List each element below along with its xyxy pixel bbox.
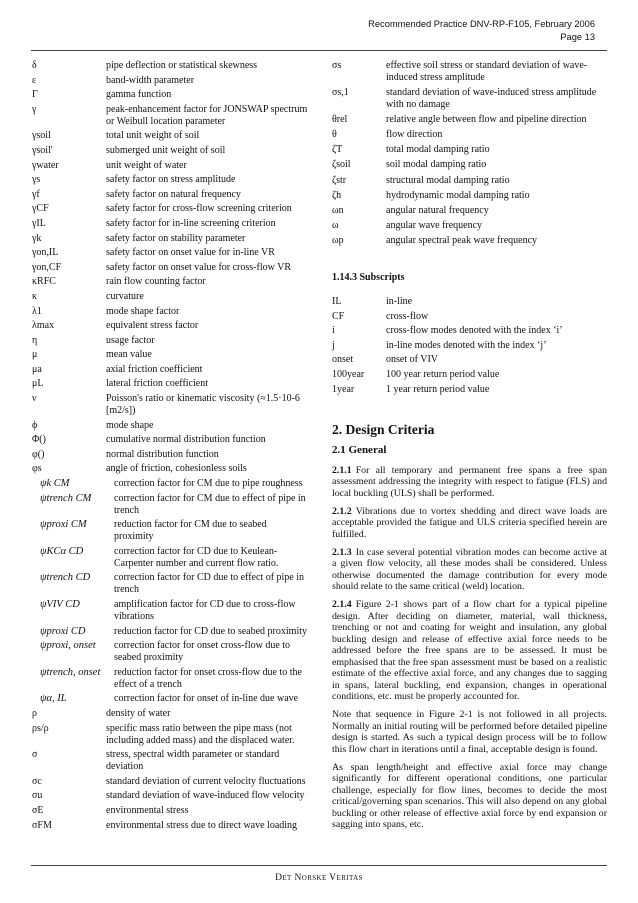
symbol: σs: [332, 60, 342, 71]
symbol-description: in-line: [386, 295, 413, 307]
symbol-row: [332, 354, 607, 366]
symbol: onset: [332, 354, 354, 366]
symbol-row: [32, 572, 308, 596]
symbol-row: [32, 130, 308, 142]
symbol-row: [32, 790, 308, 802]
symbol-description: mode shape: [106, 419, 154, 431]
symbol-row: [32, 104, 308, 128]
symbol: γk: [32, 232, 42, 244]
symbol-row: [32, 174, 308, 186]
symbol-description: equivalent stress factor: [106, 320, 199, 332]
symbol-row: [32, 667, 308, 691]
symbol-description: angular spectral peak wave frequency: [386, 234, 538, 246]
symbol-description: correction factor for CD due to effect of pipe in trench: [114, 572, 305, 596]
symbol-row: [32, 693, 308, 705]
symbol-description: hydrodynamic modal damping ratio: [386, 189, 530, 201]
paragraph-text: Vibrations due to vortex shedding and direct wave loads are acceptable provided the fatigue and ULS criteria specified herein are fulfilled.: [332, 505, 607, 540]
paragraph-number: 2.1.1: [332, 464, 352, 476]
symbol: ψα, IL: [40, 693, 67, 705]
symbol-description: safety factor for cross-flow screening criterion: [106, 203, 292, 215]
symbol-row: [32, 75, 308, 87]
symbol: φ(): [32, 448, 45, 460]
paragraph-text: Note that sequence in Figure 2-1 is not followed in all projects. Normally an initial routing will be performed before detailed pipeline design is started. As such a typical design process will be to follow this flow chart in iterations until a final, acceptable design is found.: [332, 709, 607, 755]
symbol-row: [32, 320, 308, 332]
symbol-description: safety factor on onset value for in-line VR: [106, 247, 275, 259]
symbol: ψtrench CD: [40, 572, 91, 584]
symbol: ε: [32, 74, 37, 86]
symbol: ζstr: [332, 174, 347, 186]
symbol-row: [32, 640, 308, 664]
symbol-row: [32, 749, 308, 773]
symbol-row: [32, 335, 308, 347]
symbol-row: [32, 145, 308, 157]
symbol-description: specific mass ratio between the pipe mass (not including added mass) and the displaced water.: [106, 722, 295, 746]
symbol-description: reduction factor for onset cross-flow due to the effect of a trench: [114, 666, 302, 690]
symbol-row: [32, 160, 308, 172]
symbol: γwater: [32, 159, 59, 171]
symbol-row: [32, 89, 308, 101]
symbol-description: soil modal damping ratio: [386, 159, 487, 171]
section-title: 2. Design Criteria: [332, 421, 435, 437]
symbol-description: mode shape factor: [106, 305, 180, 317]
symbol-row: [32, 189, 308, 201]
symbol: ρs/ρ: [32, 722, 49, 734]
paragraph-number: 2.1.4: [332, 599, 352, 610]
symbol-description: band-width parameter: [106, 74, 195, 86]
symbol-description: submerged unit weight of soil: [106, 144, 226, 156]
symbol: ρ: [32, 707, 37, 719]
symbol-row: [32, 60, 308, 72]
symbol: κRFC: [32, 276, 56, 288]
symbol-row: [32, 262, 308, 274]
symbol-description: rain flow counting factor: [106, 276, 206, 288]
body-paragraph: [332, 599, 607, 703]
symbol: ζh: [332, 189, 342, 201]
symbol-description: environmental stress due to direct wave loading: [106, 819, 298, 831]
symbol: σc: [32, 775, 42, 787]
symbol: μa: [32, 363, 42, 375]
symbol: θ: [332, 129, 337, 141]
symbol-description: normal distribution function: [106, 448, 219, 460]
symbol-row: [32, 203, 308, 215]
page-footer: Det Norske Veritas: [275, 873, 363, 883]
symbol-row: [332, 129, 607, 141]
symbol-row: [32, 420, 308, 432]
symbol-description: safety factor on natural frequency: [106, 188, 241, 200]
symbol-description: Poisson's ratio or kinematic viscosity (≈1.5·10-6 [m2/s]): [106, 393, 300, 417]
symbol-row: [32, 276, 308, 288]
symbol-description: lateral friction coefficient: [106, 378, 208, 390]
paragraph-number: 2.1.2: [332, 505, 352, 517]
symbol-row: [332, 296, 607, 308]
symbol: ψtrench, onset: [40, 666, 101, 678]
subsection-title: 2.1 General: [332, 443, 387, 456]
symbol: 1year: [332, 383, 355, 395]
symbol: σFM: [32, 819, 52, 831]
symbol-description: effective soil stress or standard deviation of wave-induced stress amplitude: [386, 60, 588, 83]
body-paragraph: [332, 465, 607, 500]
symbol: φs: [32, 463, 42, 475]
symbol: Γ: [32, 89, 38, 101]
symbol: ψk CM: [40, 478, 70, 490]
symbol-row: [32, 708, 308, 720]
symbol-description: angular wave frequency: [386, 219, 483, 231]
symbol-description: correction factor for onset of in-line due wave: [114, 693, 299, 705]
symbol-description: relative angle between flow and pipeline direction: [386, 114, 587, 126]
symbol-description: unit weight of water: [106, 159, 187, 171]
symbol-row: [32, 449, 308, 461]
symbol: i: [332, 325, 335, 337]
symbol-row: [32, 805, 308, 817]
symbol: γIL: [32, 217, 46, 229]
symbol-row: [32, 546, 308, 570]
symbol: ω: [332, 219, 339, 231]
paragraphs: [332, 465, 607, 831]
symbol-description: structural modal damping ratio: [386, 174, 510, 186]
symbol: ψVIV CD: [40, 599, 80, 610]
symbol-row: [32, 776, 308, 788]
paragraph-text: For all temporary and permanent free spans a free span assessment addressing the integrity with respect to fatigue (FLS) and local buckling (ULS) shall be performed.: [332, 464, 607, 499]
symbol: κ: [32, 290, 38, 302]
symbol: ψtrench CM: [40, 492, 92, 504]
symbol-description: safety factor on stability parameter: [106, 232, 246, 244]
symbol: γs: [32, 174, 41, 186]
symbol-description: curvature: [106, 290, 144, 302]
symbol-description: peak-enhancement factor for JONSWAP spectrum or Weibull location parameter: [106, 103, 308, 127]
symbol-row: [32, 306, 308, 318]
symbol-description: total modal damping ratio: [386, 144, 490, 156]
symbol: γ: [32, 103, 37, 115]
symbol: ψKCα CD: [40, 545, 84, 557]
symbol-row: [332, 384, 607, 396]
symbol: ωn: [332, 204, 344, 216]
symbol-description: gamma function: [106, 89, 172, 101]
symbol-description: safety factor on onset value for cross-flow VR: [106, 261, 292, 273]
symbol-row: [32, 218, 308, 230]
paragraph-number: 2.1.3: [332, 546, 352, 558]
paragraph-text: In case several potential vibration modes can become active at a given flow velocity, all these modes shall be considered. Unless otherwise documented the damage contribution for every mode should relate to the same critical (weld) location.: [332, 546, 607, 592]
symbol-description: flow direction: [386, 129, 443, 141]
symbol: η: [32, 334, 38, 346]
symbol-row: [332, 159, 607, 171]
symbol-description: mean value: [106, 349, 152, 361]
symbol: γsoil: [32, 130, 51, 142]
symbol: σu: [32, 790, 43, 802]
symbol-description: axial friction coefficient: [106, 363, 203, 375]
symbol-description: cross-flow: [386, 310, 429, 322]
symbol-description: angular natural frequency: [386, 204, 489, 216]
symbol-row: [32, 519, 308, 543]
symbol-row: [332, 60, 607, 84]
symbol-row: [32, 393, 308, 417]
symbol-row: [32, 349, 308, 361]
paragraph-text: Figure 2-1 shows part of a flow chart for a typical pipeline design. After deciding on diameter, material, wall thickness, trenching or not and coating for weight and insulation, any global buckling design and release of effective axial force needs to be addressed before the free spans are to be assessed. It must be emphasised that the free span assessment must be based on a realistic estimate of the effective axial force, and any changes due to sagging in spans, lateral buckling, end expansion, changes in operational conditions, etc. must be properly accounted for.: [332, 599, 607, 702]
symbol: ν: [32, 393, 37, 405]
symbol-row: [332, 205, 607, 217]
symbol-description: correction factor for CM due to effect of pipe in trench: [114, 492, 306, 516]
symbol-description: correction factor for CM due to pipe roughness: [114, 478, 303, 490]
symbol-description: safety factor for in-line screening criterion: [106, 217, 276, 229]
page-header: [368, 18, 595, 44]
symbol-row: [32, 364, 308, 376]
symbol-row: [332, 87, 607, 111]
symbol-row: [32, 291, 308, 303]
symbol-description: environmental stress: [106, 804, 189, 816]
symbol-row: [32, 434, 308, 446]
body-paragraph: [332, 547, 607, 593]
body-paragraph: [332, 709, 607, 755]
symbol-row: [332, 311, 607, 323]
symbol: γon,CF: [32, 261, 62, 273]
symbol-row: [332, 144, 607, 156]
symbol-row: [32, 247, 308, 259]
symbol-description: density of water: [106, 707, 171, 719]
symbol: σE: [32, 804, 44, 816]
symbol: θrel: [332, 114, 348, 126]
symbol-description: onset of VIV: [386, 354, 439, 366]
symbol-description: correction factor for CD due to Keulean-Carpenter number and current flow ratio.: [114, 545, 279, 569]
symbol: γon,IL: [32, 247, 59, 259]
paragraph-text: As span length/height and effective axial force may change significantly for different operational conditions, one particular challenge, especially for flow lines, becomes to decide the most critical/governing span scenarios. This will also depend on any global buckling or other release of effective axial force by end expansion or sagging into spans, etc.: [332, 761, 607, 830]
symbol: ψproxi, onset: [40, 640, 96, 652]
symbol-description: standard deviation of wave-induced flow velocity: [106, 790, 305, 802]
symbol: μ: [32, 349, 38, 361]
symbol-description: total unit weight of soil: [106, 130, 200, 142]
symbol: γf: [32, 188, 40, 200]
symbol-description: stress, spectral width parameter or standard deviation: [106, 749, 280, 773]
right-symbol-list: [332, 60, 607, 247]
symbol-row: [332, 175, 607, 187]
symbol-description: cross-flow modes denoted with the index ‘i’: [386, 325, 563, 337]
symbol-row: [32, 626, 308, 638]
symbol-description: reduction factor for CM due to seabed proximity: [114, 519, 267, 543]
symbol-row: [32, 820, 308, 832]
symbol: λmax: [32, 320, 55, 332]
symbol-description: usage factor: [106, 334, 155, 346]
symbol-row: [32, 463, 308, 475]
header-page-number: Page 13: [560, 32, 595, 42]
symbol: ϕ: [32, 419, 38, 431]
symbol-row: [332, 114, 607, 126]
symbol: μL: [32, 378, 44, 390]
symbol: σ: [32, 749, 38, 761]
symbol-description: safety factor on stress amplitude: [106, 174, 236, 186]
symbol-description: standard deviation of current velocity fluctuations: [106, 775, 306, 787]
symbol: γsoil': [32, 144, 53, 156]
symbol: δ: [32, 60, 37, 71]
symbol-row: [332, 325, 607, 337]
symbol: ψproxi CD: [40, 625, 86, 637]
footer-rule: [31, 865, 607, 866]
symbol-row: [32, 233, 308, 245]
subscripts-list: [332, 296, 607, 396]
symbol: ζsoil: [332, 159, 351, 171]
symbol-description: correction factor for onset cross-flow due to seabed proximity: [114, 640, 291, 664]
header-document-title: Recommended Practice DNV-RP-F105, February 2006: [368, 19, 595, 29]
symbol-description: standard deviation of wave-induced stress amplitude with no damage: [386, 87, 597, 111]
symbol-description: angle of friction, cohesionless soils: [106, 463, 247, 475]
symbol: Φ(): [32, 434, 46, 446]
left-column-symbol-list: [32, 60, 308, 834]
symbol-description: pipe deflection or statistical skewness: [106, 60, 258, 71]
symbol-description: reduction factor for CD due to seabed proximity: [114, 625, 307, 637]
subscripts-heading: 1.14.3 Subscripts: [332, 271, 405, 283]
symbol-row: [332, 235, 607, 247]
symbol: CF: [332, 310, 345, 322]
symbol-row: [32, 493, 308, 517]
symbol-row: [332, 190, 607, 202]
symbol-description: in-line modes denoted with the index ‘j’: [386, 339, 547, 351]
symbol-row: [332, 220, 607, 232]
symbol-description: 100 year return period value: [386, 368, 500, 380]
symbol: γCF: [32, 203, 49, 215]
symbol-row: [332, 340, 607, 352]
symbol: λ1: [32, 305, 42, 317]
symbol: IL: [332, 295, 342, 307]
header-rule: [31, 50, 607, 51]
symbol: σs,1: [332, 87, 349, 99]
symbol-row: [332, 369, 607, 381]
symbol: 100year: [332, 368, 365, 380]
symbol: j: [332, 339, 335, 351]
symbol-description: cumulative normal distribution function: [106, 434, 266, 446]
body-paragraph: [332, 762, 607, 831]
symbol: ωp: [332, 234, 344, 246]
body-paragraph: [332, 506, 607, 541]
symbol-description: amplification factor for CD due to cross-flow vibrations: [114, 599, 296, 622]
symbol-row: [32, 478, 308, 490]
symbol-row: [32, 378, 308, 390]
symbol: ζT: [332, 144, 343, 156]
symbol-description: 1 year return period value: [386, 383, 490, 395]
symbol-row: [32, 599, 308, 623]
right-column: [332, 60, 607, 837]
symbol: ψproxi CM: [40, 519, 87, 531]
symbol-row: [32, 723, 308, 747]
